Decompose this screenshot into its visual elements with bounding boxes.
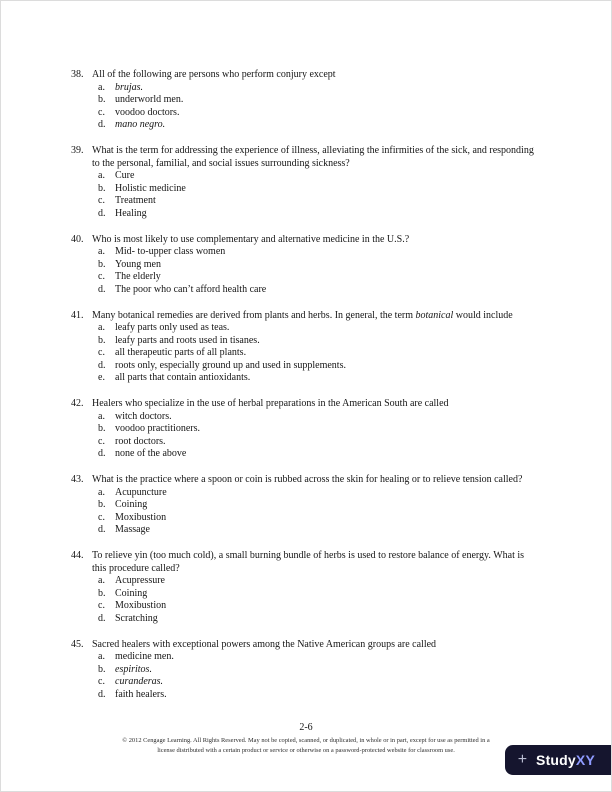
option-letter: a. [98,575,105,587]
option-letter: a. [98,170,105,182]
text-segment: none of the above [115,448,187,460]
option-text [115,82,538,95]
question [71,234,538,297]
option-text [115,588,538,601]
text-segment: mano negro. [115,119,166,131]
option-text [115,651,538,664]
option-letter: d. [98,283,106,295]
answer-option [92,94,538,107]
question-text [92,550,538,575]
question-number: 41. [71,309,84,321]
option-text [115,347,538,360]
brand-xy: XY [575,752,595,768]
question-number: 40. [71,233,84,245]
answer-option [92,335,538,348]
answer-option [92,82,538,95]
text-segment: What is the practice where a spoon or coin is rubbed across the skin for healing or to relieve tension called? [92,474,523,486]
text-segment: Acupuncture [115,486,167,498]
answer-option [92,284,538,297]
answer-option [92,436,538,449]
option-text [115,689,538,702]
text-segment: Scratching [115,612,158,624]
answer-option [92,588,538,601]
option-letter: d. [98,612,106,624]
option-text [115,107,538,120]
option-letter: d. [98,524,106,536]
text-segment: Many botanical remedies are derived from plants and herbs. In general, the term [92,309,416,321]
option-text [115,448,538,461]
studyxy-brand [536,753,595,767]
question [71,398,538,461]
answer-option [92,271,538,284]
option-text [115,676,538,689]
answer-option [92,600,538,613]
question [71,474,538,537]
option-letter: c. [98,347,105,359]
text-segment: Sacred healers with exceptional powers among the Native American groups are called [92,638,437,650]
option-text [115,170,538,183]
answer-option [92,575,538,588]
question [71,550,538,626]
option-letter: b. [98,587,106,599]
answer-option [92,676,538,689]
option-text [115,524,538,537]
question [71,69,538,132]
answer-option [92,512,538,525]
answer-option [92,689,538,702]
question-text [92,474,538,487]
option-text [115,600,538,613]
text-segment: curanderas. [115,676,164,688]
option-text [115,335,538,348]
answer-option [92,487,538,500]
option-letter: b. [98,423,106,435]
question-number: 43. [71,474,84,486]
option-letter: d. [98,119,106,131]
option-letter: c. [98,435,105,447]
text-segment: All of the following are persons who perform conjury except [92,69,336,80]
question-text [92,398,538,411]
copyright-line-1: © 2012 Cengage Learning. All Rights Reserved. May not be copied, scanned, or duplicated, in whole or in part, except for use as permitted in a [122,737,490,744]
option-letter: c. [98,271,105,283]
answer-option [92,423,538,436]
question-text [92,234,538,247]
question-text [92,69,538,82]
option-text [115,664,538,677]
answer-option [92,372,538,385]
text-segment: To relieve yin (too much cold), a small burning bundle of herbs is used to restore balance of energy. What is this procedure called? [92,550,525,574]
studyxy-watermark [505,745,611,775]
option-letter: d. [98,207,106,219]
option-letter: a. [98,410,105,422]
option-letter: d. [98,359,106,371]
answer-option [92,664,538,677]
answer-option [92,499,538,512]
question [71,639,538,702]
option-letter: b. [98,499,106,511]
copyright-line-2: license distributed with a certain product or service or otherwise on a password-protected website for classroom use. [157,746,455,754]
text-segment: Cure [115,170,135,182]
question-number: 42. [71,398,84,410]
answer-option [92,259,538,272]
text-segment: The poor who can’t afford health care [115,283,267,295]
option-letter: c. [98,676,105,688]
text-segment: Mid- to-upper class women [115,246,226,258]
text-segment: espiritos. [115,663,152,675]
question-text [92,310,538,323]
question-number: 45. [71,638,84,650]
option-text [115,372,538,385]
option-text [115,208,538,221]
question-text [92,639,538,652]
answer-option [92,613,538,626]
text-segment: Coining [115,499,148,511]
text-segment: leafy parts and roots used in tisanes. [115,334,260,346]
option-text [115,195,538,208]
text-segment: Moxibustion [115,511,167,523]
text-segment: voodoo practitioners. [115,423,200,435]
text-segment: medicine men. [115,651,174,663]
option-letter: a. [98,322,105,334]
question-body [92,69,538,132]
answer-option [92,119,538,132]
text-segment: voodoo doctors. [115,106,180,118]
question [71,145,538,221]
text-segment: witch doctors. [115,410,172,422]
questions-list [71,69,538,715]
option-letter: d. [98,688,106,700]
question-body [92,145,538,221]
text-segment: What is the term for addressing the experience of illness, alleviating the infirmities of the sick, and responding to the personal, familial, and social issues surrounding sickness? [92,144,534,169]
option-text [115,423,538,436]
text-segment: Holistic medicine [115,182,186,194]
question-text [92,145,538,170]
text-segment: Healing [115,207,147,219]
answer-option [92,651,538,664]
option-letter: b. [98,94,106,106]
option-text [115,499,538,512]
option-text [115,487,538,500]
option-letter: a. [98,651,105,663]
answer-option [92,411,538,424]
question [71,310,538,386]
option-text [115,259,538,272]
option-text [115,512,538,525]
text-segment: Healers who specialize in the use of herbal preparations in the American South are called [92,398,449,410]
text-segment: Moxibustion [115,600,167,612]
option-text [115,246,538,259]
option-text [115,271,538,284]
text-segment: botanical [415,309,454,321]
text-segment: would include [453,309,513,321]
option-letter: a. [98,486,105,498]
option-text [115,322,538,335]
option-text [115,613,538,626]
question-number: 44. [71,550,84,561]
text-segment: Acupressure [115,575,165,587]
text-segment: brujas. [115,81,144,93]
option-text [115,284,538,297]
answer-option [92,360,538,373]
text-segment: all parts that contain antioxidants. [115,372,251,384]
question-body [92,398,538,461]
question-number: 39. [71,144,84,156]
brand-study: Study [536,752,576,768]
answer-option [92,246,538,259]
option-letter: e. [98,372,105,384]
answer-option [92,183,538,196]
option-letter: c. [98,195,105,207]
option-letter: a. [98,81,105,93]
option-text [115,360,538,373]
option-letter: c. [98,600,105,612]
option-text [115,94,538,107]
answer-option [92,347,538,360]
question-body [92,474,538,537]
question-body [92,639,538,702]
option-text [115,436,538,449]
option-text [115,119,538,132]
text-segment: Young men [115,258,161,270]
answer-option [92,195,538,208]
text-segment: Coining [115,587,148,599]
plus-icon: + [517,751,528,768]
text-segment: leafy parts only used as teas. [115,322,230,334]
option-letter: c. [98,106,105,118]
text-segment: all therapeutic parts of all plants. [115,347,247,359]
option-letter: c. [98,511,105,523]
question-body [92,550,538,626]
answer-option [92,170,538,183]
option-letter: b. [98,258,106,270]
answer-option [92,524,538,537]
text-segment: Who is most likely to use complementary and alternative medicine in the U.S.? [92,233,410,245]
answer-option [92,322,538,335]
answer-option [92,208,538,221]
option-letter: b. [98,334,106,346]
text-segment: roots only, especially ground up and used in supplements. [115,359,346,371]
question-body [92,234,538,297]
option-letter: d. [98,448,106,460]
text-segment: underworld men. [115,94,184,106]
option-letter: b. [98,182,106,194]
page-number: 2-6 [299,722,313,733]
question-number: 38. [71,69,84,80]
answer-option [92,107,538,120]
text-segment: The elderly [115,271,161,283]
question-body [92,310,538,386]
text-segment: faith healers. [115,688,167,700]
option-letter: b. [98,663,106,675]
text-segment: Massage [115,524,150,536]
text-segment: root doctors. [115,435,166,447]
answer-option [92,448,538,461]
text-segment: Treatment [115,195,156,207]
option-text [115,183,538,196]
option-text [115,411,538,424]
option-letter: a. [98,246,105,258]
option-text [115,575,538,588]
